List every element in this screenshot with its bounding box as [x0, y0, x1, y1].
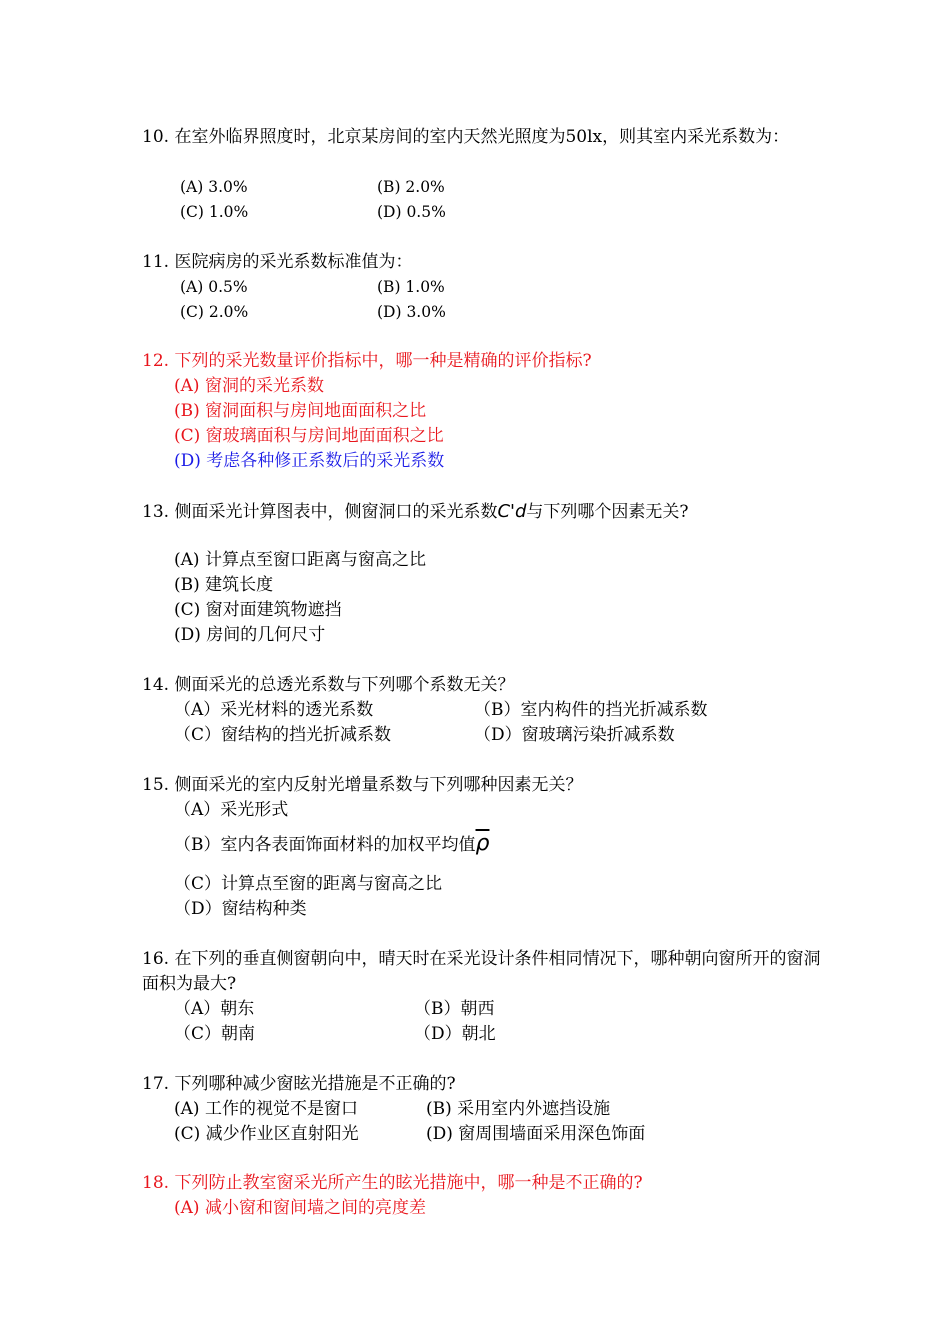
- q11-option-a: (A) 0.5%: [180, 278, 248, 296]
- q11-option-b: (B) 1.0%: [377, 278, 445, 296]
- question-10-stem: 10. 在室外临界照度时，北京某房间的室内天然光照度为50lx，则其室内采光系数为：: [142, 127, 790, 147]
- q10-option-d: (D) 0.5%: [377, 203, 446, 221]
- q14-option-c: （C）窗结构的挡光折减系数: [174, 725, 392, 745]
- question-13-stem: [142, 499, 822, 525]
- q12-option-d-answer: (D) 考虑各种修正系数后的采光系数: [174, 451, 445, 471]
- question-18-stem: 18. 下列防止教室窗采光所产生的眩光措施中，哪一种是不正确的?: [142, 1173, 643, 1193]
- question-14-stem: 14. 侧面采光的总透光系数与下列哪个系数无关？: [142, 675, 515, 695]
- q10-option-a: (A) 3.0%: [180, 178, 248, 196]
- q13-option-a: (A) 计算点至窗口距离与窗高之比: [174, 550, 426, 570]
- q17-option-c: (C) 减少作业区直射阳光: [174, 1124, 359, 1144]
- q13-stem-prefix: 13. 侧面采光计算图表中，侧窗洞口的采光系数: [142, 502, 498, 522]
- q12-option-c: (C) 窗玻璃面积与房间地面面积之比: [174, 426, 444, 446]
- q15-option-b: [174, 831, 489, 858]
- q13-option-d: (D) 房间的几何尺寸: [174, 625, 326, 645]
- q11-option-c: (C) 2.0%: [180, 303, 249, 321]
- q11-option-d: (D) 3.0%: [377, 303, 446, 321]
- q17-option-a: (A) 工作的视觉不是窗口: [174, 1099, 358, 1119]
- question-11-stem: 11. 医院病房的采光系数标准值为：: [142, 252, 413, 272]
- question-15-stem: 15. 侧面采光的室内反射光增量系数与下列哪种因素无关？: [142, 775, 583, 795]
- question-16-stem: 16. 在下列的垂直侧窗朝向中，晴天时在采光设计条件相同情况下，哪种朝向窗所开的窗洞面积为最大?: [142, 949, 821, 994]
- q10-option-c: (C) 1.0%: [180, 203, 249, 221]
- q15-option-b-text: （B）室内各表面饰面材料的加权平均值: [174, 835, 476, 855]
- q13-symbol: C'd: [497, 501, 527, 522]
- q12-option-b: (B) 窗洞面积与房间地面面积之比: [174, 401, 427, 421]
- q17-option-b: (B) 采用室内外遮挡设施: [426, 1099, 611, 1119]
- q16-option-a: （A）朝东: [174, 999, 255, 1019]
- q18-option-a: (A) 减小窗和窗间墙之间的亮度差: [174, 1198, 426, 1218]
- q17-option-d: (D) 窗周围墙面采用深色饰面: [426, 1124, 646, 1144]
- q13-option-c: (C) 窗对面建筑物遮挡: [174, 600, 342, 620]
- q16-option-d: （D）朝北: [414, 1024, 496, 1044]
- q15-rho-symbol: $\overline{\rho}$: [475, 831, 490, 856]
- q15-option-a: （A）采光形式: [174, 800, 289, 820]
- q10-option-b: (B) 2.0%: [377, 178, 445, 196]
- question-17-stem: 17. 下列哪种减少窗眩光措施是不正确的?: [142, 1074, 456, 1094]
- q15-option-c: （C）计算点至窗的距离与窗高之比: [174, 874, 443, 894]
- question-12-stem: 12. 下列的采光数量评价指标中，哪一种是精确的评价指标?: [142, 351, 592, 371]
- q16-option-b: （B）朝西: [414, 999, 495, 1019]
- q12-option-a: (A) 窗洞的采光系数: [174, 376, 324, 396]
- q15-option-d: （D）窗结构种类: [174, 899, 307, 919]
- q13-option-b: (B) 建筑长度: [174, 575, 274, 595]
- q13-stem-suffix: 与下列哪个因素无关?: [526, 502, 689, 522]
- q14-option-b: （B）室内构件的挡光折减系数: [474, 700, 708, 720]
- q16-option-c: （C）朝南: [174, 1024, 256, 1044]
- q14-option-a: （A）采光材料的透光系数: [174, 700, 374, 720]
- q14-option-d: （D）窗玻璃污染折减系数: [474, 725, 675, 745]
